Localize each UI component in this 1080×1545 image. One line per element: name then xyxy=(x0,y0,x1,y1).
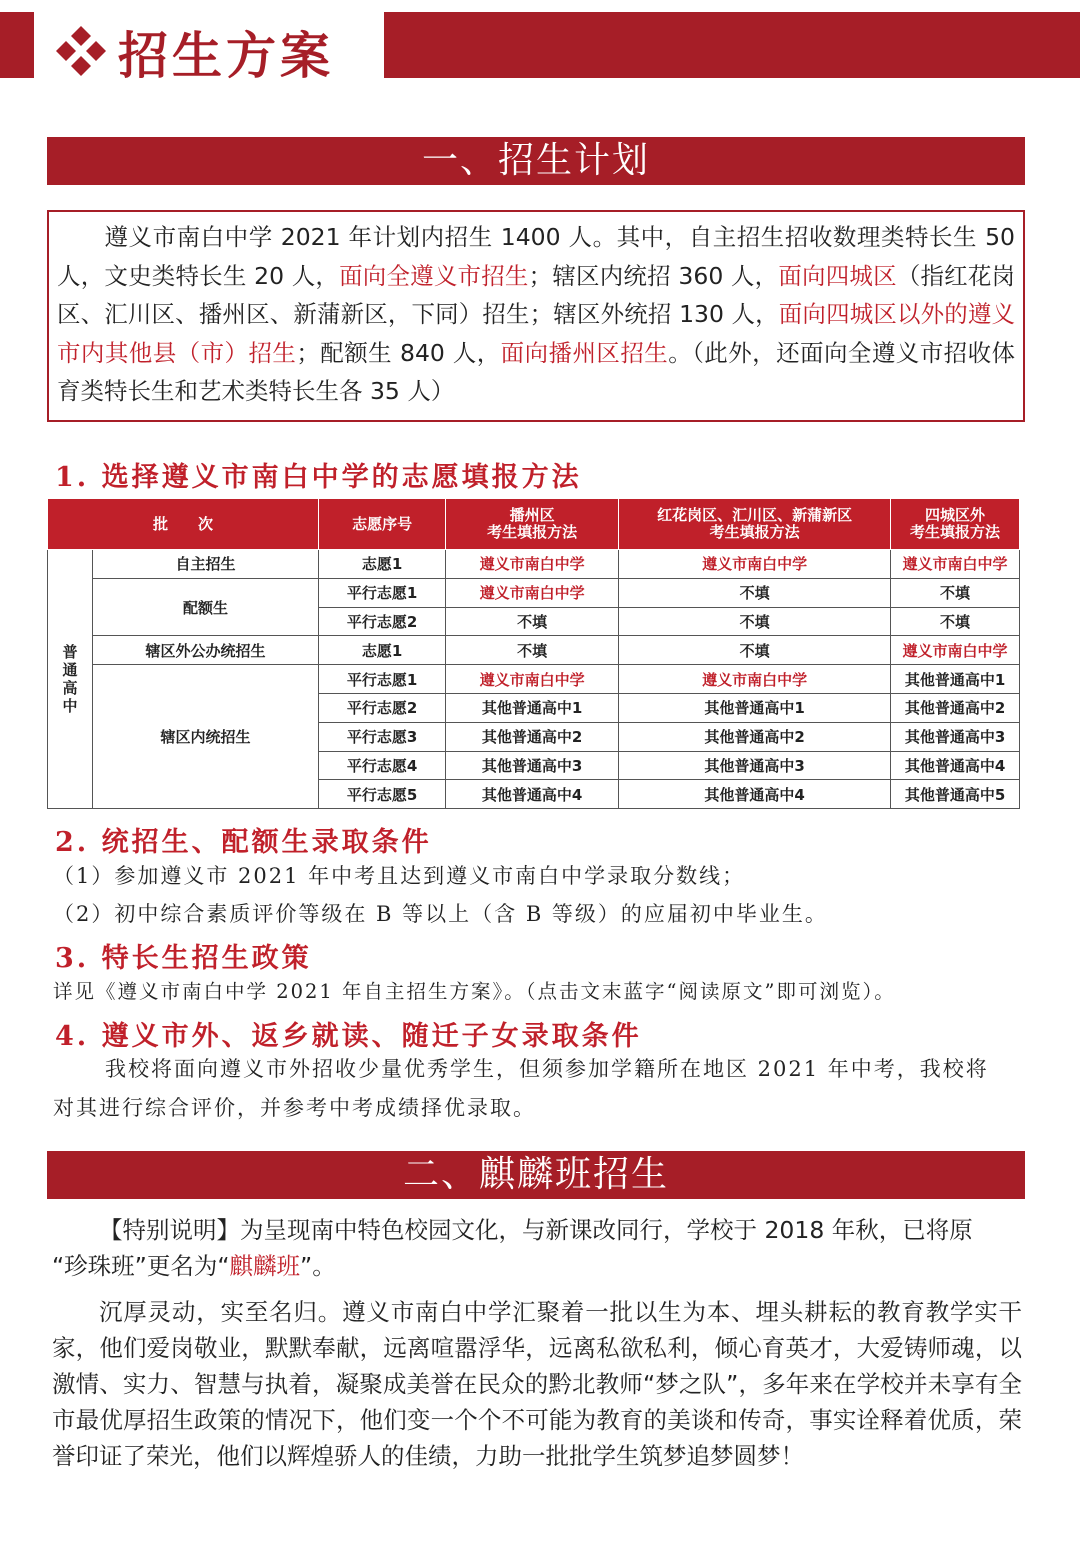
outside-admission-text-2: 对其进行综合评价，并参考中考成绩择优录取。 xyxy=(53,1096,536,1120)
header-outer: 四城区外 考生填报方法 xyxy=(891,499,1020,550)
cell: 不填 xyxy=(891,607,1020,636)
header-batch: 批 次 xyxy=(48,499,319,550)
closing-paragraph: 沉厚灵动，实至名归。遵义市南白中学汇聚着一批以生为本、埋头耕耘的教育教学实干家，他们爱岗敬业，默默奉献，远离喧嚣浮华，远离私欲私利，倾心育英才，大爱铸师魂，以激情、实力、智慧与执着，凝聚成美誉在民众的黔北教师“梦之队”，多年来在学校并未享有全市最优厚招生政策的情况下，他们变一个个不可能为教育的美谈和传奇，事实诠释着优质，荣誉印证了荣光，他们以辉煌骄人的佳绩，力助一批批学生筑梦追梦圆梦！ xyxy=(52,1298,1022,1470)
table-row xyxy=(48,550,1020,579)
cell: 不填 xyxy=(446,636,619,665)
group-label: 普 通 高 中 xyxy=(62,643,78,716)
subheading-4: 4. 遵义市外、返乡就读、随迁子女录取条件 xyxy=(55,1021,642,1052)
admission-condition-1: （1）参加遵义市 2021 年中考且达到遵义市南白中学录取分数线； xyxy=(53,864,746,888)
subheading-2: 2. 统招生、配额生录取条件 xyxy=(55,827,432,858)
cell: 其他普通高中3 xyxy=(891,722,1020,751)
cell: 不填 xyxy=(619,607,891,636)
cell: 其他普通高中1 xyxy=(619,693,891,722)
intro-box xyxy=(47,210,1025,422)
cell: 不填 xyxy=(891,578,1020,607)
batch-cell: 自主招生 xyxy=(93,550,319,579)
subheading-3: 3. 特长生招生政策 xyxy=(55,943,312,974)
cell: 遵义市南白中学 xyxy=(446,550,619,579)
special-note xyxy=(52,1212,1022,1284)
banner-right-bar xyxy=(384,12,1080,78)
admission-condition-2: （2）初中综合素质评价等级在 B 等以上（含 B 等级）的应届初中毕业生。 xyxy=(53,902,828,926)
special-note-line-2 xyxy=(52,1248,1022,1284)
order-cell: 平行志愿1 xyxy=(319,578,446,607)
cell: 其他普通高中4 xyxy=(891,751,1020,780)
order-cell: 平行志愿5 xyxy=(319,780,446,809)
batch-cell: 辖区外公办统招生 xyxy=(93,636,319,665)
cell: 遵义市南白中学 xyxy=(446,665,619,694)
header-order: 志愿序号 xyxy=(319,499,446,550)
intro-text-4: ；配额生 840 人， xyxy=(296,338,501,367)
table-row xyxy=(48,578,1020,607)
special-note-text: “珍珠班”更名为“ xyxy=(52,1252,230,1280)
intro-highlight-2: 面向四城区 xyxy=(778,261,897,290)
qilin-class-name: 麒麟班 xyxy=(229,1252,301,1280)
order-cell: 平行志愿2 xyxy=(319,607,446,636)
outside-admission-text-1: 我校将面向遵义市外招收少量优秀学生，但须参加学籍所在地区 2021 年中考，我校将 xyxy=(105,1057,989,1081)
cell: 其他普通高中2 xyxy=(446,722,619,751)
table-row xyxy=(48,636,1020,665)
cell: 其他普通高中4 xyxy=(619,780,891,809)
intro-text-2: ；辖区内统招 360 人， xyxy=(528,261,779,290)
special-note-end: ”。 xyxy=(300,1252,336,1280)
cell: 其他普通高中5 xyxy=(891,780,1020,809)
cell: 遵义市南白中学 xyxy=(446,578,619,607)
cell: 其他普通高中3 xyxy=(446,751,619,780)
intro-highlight-1: 面向全遵义市招生 xyxy=(339,261,529,290)
intro-highlight-3: 面向四城区以外的遵义市内其他县（市）招生 xyxy=(57,300,1015,367)
cell: 其他普通高中3 xyxy=(619,751,891,780)
banner-left-bar xyxy=(0,12,34,78)
header-bozhou: 播州区 考生填报方法 xyxy=(446,499,619,550)
order-cell: 平行志愿2 xyxy=(319,693,446,722)
table-row xyxy=(48,665,1020,694)
diamond-cluster-icon xyxy=(54,24,108,78)
intro-highlight-4: 面向播州区招生 xyxy=(500,338,669,367)
cell: 遵义市南白中学 xyxy=(891,636,1020,665)
order-cell: 平行志愿3 xyxy=(319,722,446,751)
order-cell: 平行志愿1 xyxy=(319,665,446,694)
batch-cell: 配额生 xyxy=(93,578,319,636)
group-cell xyxy=(48,550,93,809)
table-header-row xyxy=(48,499,1020,550)
section-title-qilin: 二、麒麟班招生 xyxy=(47,1151,1025,1199)
order-cell: 志愿1 xyxy=(319,636,446,665)
specialty-policy-text: 详见《遵义市南白中学 2021 年自主招生方案》。（点击文末蓝字“阅读原文”即可浏览）。 xyxy=(53,980,896,1003)
cell: 其他普通高中4 xyxy=(446,780,619,809)
intro-text-3: （指红花岗区、汇川区、播州区、新蒲新区，下同）招生；辖区外统招 130 人， xyxy=(57,261,1016,328)
section-title-plan: 一、招生计划 xyxy=(47,137,1025,185)
special-note-line-1: 【特别说明】为呈现南中特色校园文化，与新课改同行，学校于 2018 年秋，已将原 xyxy=(99,1216,973,1244)
header-city: 红花岗区、汇川区、新蒲新区 考生填报方法 xyxy=(619,499,891,550)
cell: 其他普通高中2 xyxy=(619,722,891,751)
cell: 其他普通高中1 xyxy=(891,665,1020,694)
batch-cell: 辖区内统招生 xyxy=(93,665,319,809)
cell: 其他普通高中1 xyxy=(446,693,619,722)
subheading-1: 1. 选择遵义市南白中学的志愿填报方法 xyxy=(55,462,582,493)
volunteer-table xyxy=(47,498,1020,809)
cell: 遵义市南白中学 xyxy=(619,550,891,579)
cell: 遵义市南白中学 xyxy=(891,550,1020,579)
cell: 不填 xyxy=(619,578,891,607)
cell: 不填 xyxy=(446,607,619,636)
order-cell: 志愿1 xyxy=(319,550,446,579)
cell: 其他普通高中2 xyxy=(891,693,1020,722)
order-cell: 平行志愿4 xyxy=(319,751,446,780)
intro-text-5: 。（此外，还面向全遵义市招收体育类特长生和艺术类特长生各 35 人） xyxy=(57,338,1016,405)
page-title: 招生方案 xyxy=(118,27,334,85)
intro-text-1: 遵义市南白中学 2021 年计划内招生 1400 人。其中，自主招生招收数理类特长生 50 人，文史类特长生 20 人， xyxy=(57,223,1015,290)
top-banner xyxy=(0,12,1080,85)
cell: 遵义市南白中学 xyxy=(619,665,891,694)
cell: 不填 xyxy=(619,636,891,665)
